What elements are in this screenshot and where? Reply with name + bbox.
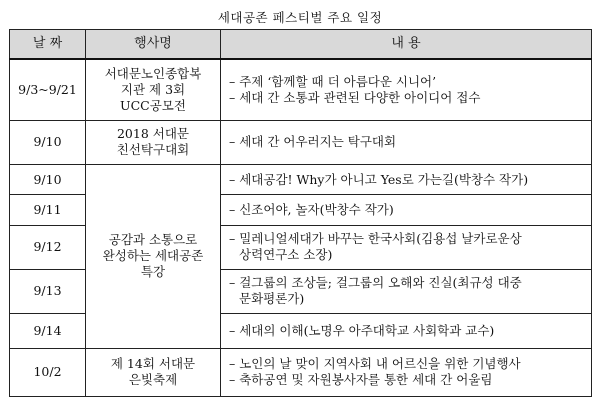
content-line: – 신조어야, 놀자(박창수 작가) [229,202,394,218]
content-line: – 세대공감! Why가 아니고 Yes로 가는길(박창수 작가) [229,171,529,187]
content-cell [221,59,592,120]
event-cell [86,348,221,396]
content-cell [221,164,592,195]
date-cell: 9/13 [10,269,86,313]
header-event: 행사명 [86,30,221,60]
content-line: – 세대 간 어우러지는 탁구대회 [229,134,397,150]
content-line: 문화평론가) [239,291,305,307]
content-cell [221,313,592,348]
schedule-table [9,29,592,397]
content-cell [221,269,592,313]
table-row [10,164,592,195]
date-cell: 10/2 [10,348,86,396]
content-cell [221,195,592,226]
event-line: 서대문노인종합복 [104,65,202,81]
header-date: 날 짜 [10,30,86,60]
header-row [10,30,592,60]
event-cell [86,120,221,164]
event-cell-special-lecture [86,164,221,348]
table-row [10,120,592,164]
content-line: – 노인의 날 맞이 지역사회 내 어르신을 위한 기념행사 [229,356,521,372]
content-line: – 세대의 이해(노명우 아주대학교 사회학과 교수) [229,322,495,338]
event-line: UCC공모전 [120,97,186,113]
page-title: 세대공존 페스티벌 주요 일정 [217,10,383,25]
event-line: 공감과 소통으로 [108,232,198,248]
event-line: 완성하는 세대공존 [102,248,204,264]
date-cell: 9/11 [10,195,86,226]
date-cell: 9/10 [10,164,86,195]
table-row [10,59,592,120]
content-line: 상력연구소 소장) [239,247,333,263]
content-cell [221,226,592,270]
date-cell: 9/10 [10,120,86,164]
date-cell: 9/3~9/21 [10,59,86,120]
content-line: – 세대 간 소통과 관련된 다양한 아이디어 접수 [229,89,481,105]
content-line: – 주제 ‘함께할 때 더 아름다운 시니어’ [229,73,437,89]
content-cell [221,120,592,164]
event-line: 친선탁구대회 [116,142,190,158]
date-cell: 9/12 [10,226,86,270]
content-line: – 축하공연 및 자원봉사자를 통한 세대 간 어울림 [229,372,493,388]
event-line: 은빛축제 [128,372,178,388]
event-line: 지관 제 3회 [120,81,186,97]
content-line: – 걸그룹의 조상들; 걸그룹의 오해와 진실(최규성 대중 [229,275,522,291]
header-content: 내 용 [221,30,592,60]
event-cell [86,59,221,120]
event-line: 특강 [140,264,166,280]
table-row [10,348,592,396]
content-line: – 밀레니얼세대가 바꾸는 한국사회(김용섭 날카로운상 [229,231,522,247]
event-line: 제 14회 서대문 [110,356,196,372]
content-cell [221,348,592,396]
event-line: 2018 서대문 [116,126,189,142]
date-cell: 9/14 [10,313,86,348]
